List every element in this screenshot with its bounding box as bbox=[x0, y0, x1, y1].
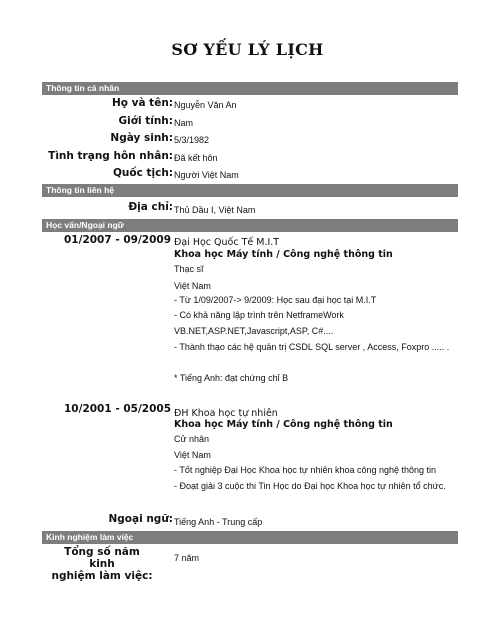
education-line: Việt Nam bbox=[174, 450, 211, 460]
languages-value: Tiếng Anh - Trung cấp bbox=[174, 517, 263, 527]
name-value: Nguyễn Văn An bbox=[174, 100, 237, 110]
experience-years-label-line2: nghiệm làm việc: bbox=[51, 570, 153, 582]
dob-label: Ngày sinh: bbox=[110, 132, 173, 144]
gender-value: Nam bbox=[174, 118, 194, 128]
document-title: SƠ YẾU LÝ LỊCH bbox=[171, 40, 324, 59]
section-header-contact: Thông tin liên hệ bbox=[42, 184, 458, 197]
section-header-education: Học vấn/Ngoại ngữ bbox=[42, 219, 458, 232]
education-line: - Từ 1/09/2007-> 9/2009: Học sau đại học tại M.I.T bbox=[174, 295, 377, 305]
marital-label: Tình trạng hôn nhân: bbox=[48, 150, 173, 162]
education-school: ĐH Khoa học tự nhiên bbox=[174, 408, 278, 419]
name-label: Họ và tên: bbox=[111, 97, 173, 109]
education-line: - Thành thạo các hệ quản trị CSDL SQL server , Access, Foxpro ..... . bbox=[174, 342, 450, 352]
education-period: 10/2001 - 05/2005 bbox=[64, 403, 172, 415]
experience-years-label bbox=[50, 546, 154, 582]
dob-value: 5/3/1982 bbox=[174, 135, 210, 145]
section-header-experience: Kinh nghiệm làm việc bbox=[42, 531, 458, 544]
experience-years-label-line1: Tổng số năm kinh bbox=[64, 546, 140, 570]
education-line: Việt Nam bbox=[174, 281, 211, 291]
education-school: Đại Học Quốc Tế M.I.T bbox=[174, 237, 280, 248]
nationality-label: Quốc tịch: bbox=[112, 167, 173, 179]
gender-label: Giới tính: bbox=[118, 115, 173, 127]
section-header-personal: Thông tin cá nhân bbox=[42, 82, 458, 95]
marital-value: Đã kết hôn bbox=[174, 153, 218, 163]
education-line: Thạc sĩ bbox=[174, 264, 204, 274]
languages-label: Ngoại ngữ: bbox=[108, 513, 173, 525]
education-period: 01/2007 - 09/2009 bbox=[64, 234, 172, 246]
address-value: Thủ Dầu I, Việt Nam bbox=[174, 205, 256, 215]
nationality-value: Người Việt Nam bbox=[174, 170, 239, 180]
education-line: Cử nhân bbox=[174, 434, 210, 444]
education-major: Khoa học Máy tính / Công nghệ thông tin bbox=[174, 249, 393, 260]
education-line: - Tốt nghiệp Đại Học Khoa học tự nhiên khoa công nghệ thông tin bbox=[174, 465, 437, 475]
education-line: VB.NET,ASP.NET,Javascript,ASP, C#.... bbox=[174, 326, 334, 336]
experience-years-value: 7 năm bbox=[174, 553, 200, 563]
education-major: Khoa học Máy tính / Công nghệ thông tin bbox=[174, 419, 393, 430]
address-label: Địa chỉ: bbox=[128, 201, 173, 213]
education-line: - Có khả năng lập trình trên NetframeWork bbox=[174, 310, 344, 320]
education-line: * Tiếng Anh: đạt chứng chỉ B bbox=[174, 373, 289, 383]
education-line: - Đoạt giải 3 cuộc thi Tin Học do Đại học Khoa học tự nhiên tổ chức. bbox=[174, 481, 446, 491]
